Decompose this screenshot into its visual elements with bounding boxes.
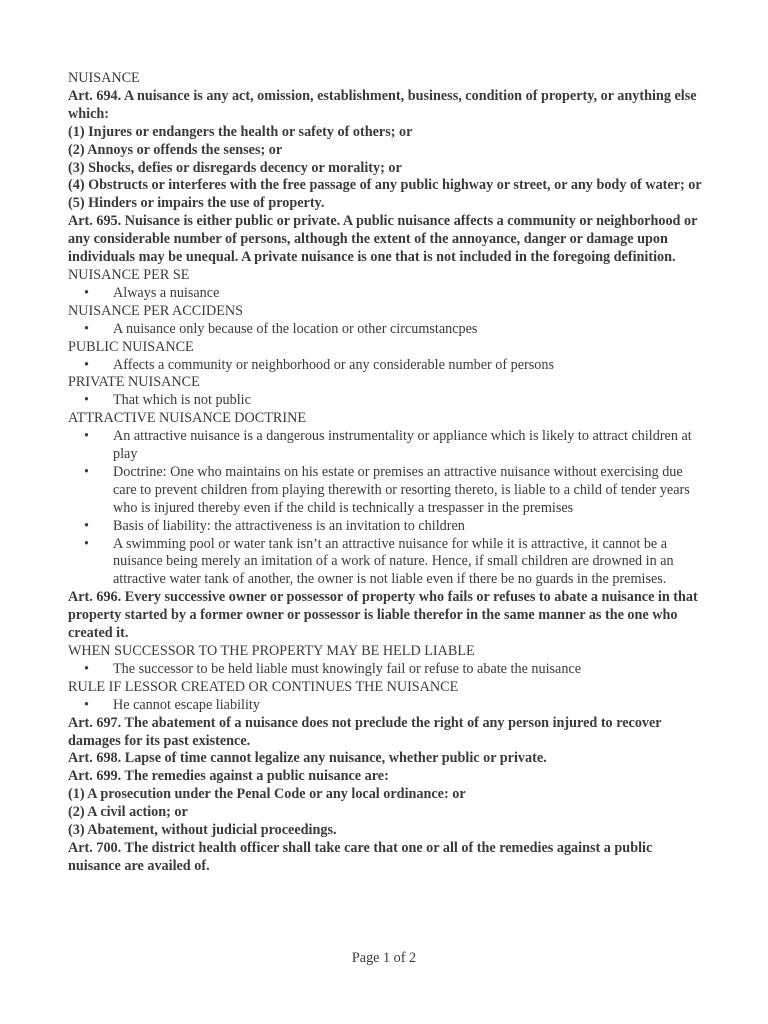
bullet-text: Doctrine: One who maintains on his estate or premises an attractive nuisance without exercising due care to prevent children from playing therewith or resorting thereto, is liable to a child of tender years who is injured thereby even if the child is technically a trespasser in the premises: [113, 463, 690, 516]
article-text: (3) Abatement, without judicial proceedings.: [68, 822, 337, 839]
bullet-icon: •: [84, 320, 89, 337]
bullet-item: [84, 697, 708, 715]
bullet-icon: •: [84, 517, 89, 534]
bullet-text: The successor to be held liable must knowingly fail or refuse to abate the nuisance: [113, 660, 582, 677]
bullet-icon: •: [84, 356, 89, 373]
bullet-text: An attractive nuisance is a dangerous instrumentality or appliance which is likely to attract children at play: [113, 428, 692, 463]
bullet-text: Affects a community or neighborhood or any considerable number of persons: [113, 356, 555, 373]
section-heading: ATTRACTIVE NUISANCE DOCTRINE: [68, 410, 307, 427]
section-heading: PUBLIC NUISANCE: [68, 338, 194, 355]
bullet-item: [84, 661, 708, 679]
section-heading: RULE IF LESSOR CREATED OR CONTINUES THE NUISANCE: [68, 678, 459, 695]
bullet-item: [84, 357, 708, 375]
article-text: (4) Obstructs or interferes with the free passage of any public highway or street, or any body of water; or: [68, 177, 702, 194]
bullet-icon: •: [84, 660, 89, 677]
article-text: (2) Annoys or offends the senses; or: [68, 141, 283, 158]
bullet-text: That which is not public: [113, 392, 251, 409]
section-heading: WHEN SUCCESSOR TO THE PROPERTY MAY BE HELD LIABLE: [68, 643, 475, 659]
bullet-item: [84, 285, 708, 303]
bullet-icon: •: [84, 535, 89, 552]
section-heading: PRIVATE NUISANCE: [68, 374, 200, 391]
article-text: Art. 695. Nuisance is either public or private. A public nuisance affects a community or neighborhood or any considerable number of persons, although the extent of the annoyance, danger or damage upon individuals may be unequal. A private nuisance is one that is not included in the foregoing definition.: [68, 213, 698, 266]
bullet-item: [84, 518, 708, 536]
article-text: (5) Hinders or impairs the use of property.: [68, 195, 325, 212]
article-text: (3) Shocks, defies or disregards decency or morality; or: [68, 159, 402, 176]
bullet-text: Always a nuisance: [113, 284, 220, 301]
bullet-icon: •: [84, 284, 89, 301]
bullet-item: [84, 464, 708, 518]
page-number: Page 1 of 2: [351, 950, 417, 966]
bullet-item: [84, 536, 708, 590]
bullet-icon: •: [84, 392, 89, 409]
bullet-text: Basis of liability: the attractiveness is an invitation to children: [113, 517, 465, 534]
article-text: (2) A civil action; or: [68, 804, 188, 821]
bullet-item: [84, 428, 708, 464]
bullet-text: He cannot escape liability: [113, 696, 260, 713]
bullet-icon: •: [84, 696, 89, 713]
article-text: (1) Injures or endangers the health or safety of others; or: [68, 123, 413, 140]
bullet-icon: •: [84, 463, 89, 480]
bullet-item: [84, 392, 708, 410]
article-text: (1) A prosecution under the Penal Code or any local ordinance: or: [68, 786, 466, 803]
bullet-item: [84, 321, 708, 339]
article-text: Art. 698. Lapse of time cannot legalize any nuisance, whether public or private.: [68, 750, 547, 767]
section-heading: NUISANCE: [68, 70, 140, 86]
section-heading: NUISANCE PER ACCIDENS: [68, 302, 244, 319]
bullet-icon: •: [84, 428, 89, 445]
bullet-text: A swimming pool or water tank isn’t an attractive nuisance for while it is attractive, it cannot be a nuisance being merely an imitation of a work of nature. Hence, if small children are drowned in an attractive water tank of another, the owner is not liable even if there be no guards in the premises.: [113, 535, 674, 588]
document-body: [68, 70, 708, 876]
article-text: Art. 694. A nuisance is any act, omission, establishment, business, condition of property, or anything else which:: [68, 87, 697, 122]
section-heading: NUISANCE PER SE: [68, 266, 190, 283]
article-text: Art. 696. Every successive owner or possessor of property who fails or refuses to abate a nuisance in that property started by a former owner or possessor is liable therefor in the same manner as the one who created it.: [68, 589, 698, 642]
article-text: Art. 700. The district health officer shall take care that one or all of the remedies against a public nuisance are availed of.: [68, 839, 653, 874]
bullet-text: A nuisance only because of the location or other circumstancpes: [113, 320, 478, 337]
article-text: Art. 697. The abatement of a nuisance does not preclude the right of any person injured to recover damages for its past existence.: [68, 714, 662, 749]
article-text: Art. 699. The remedies against a public nuisance are:: [68, 768, 389, 785]
